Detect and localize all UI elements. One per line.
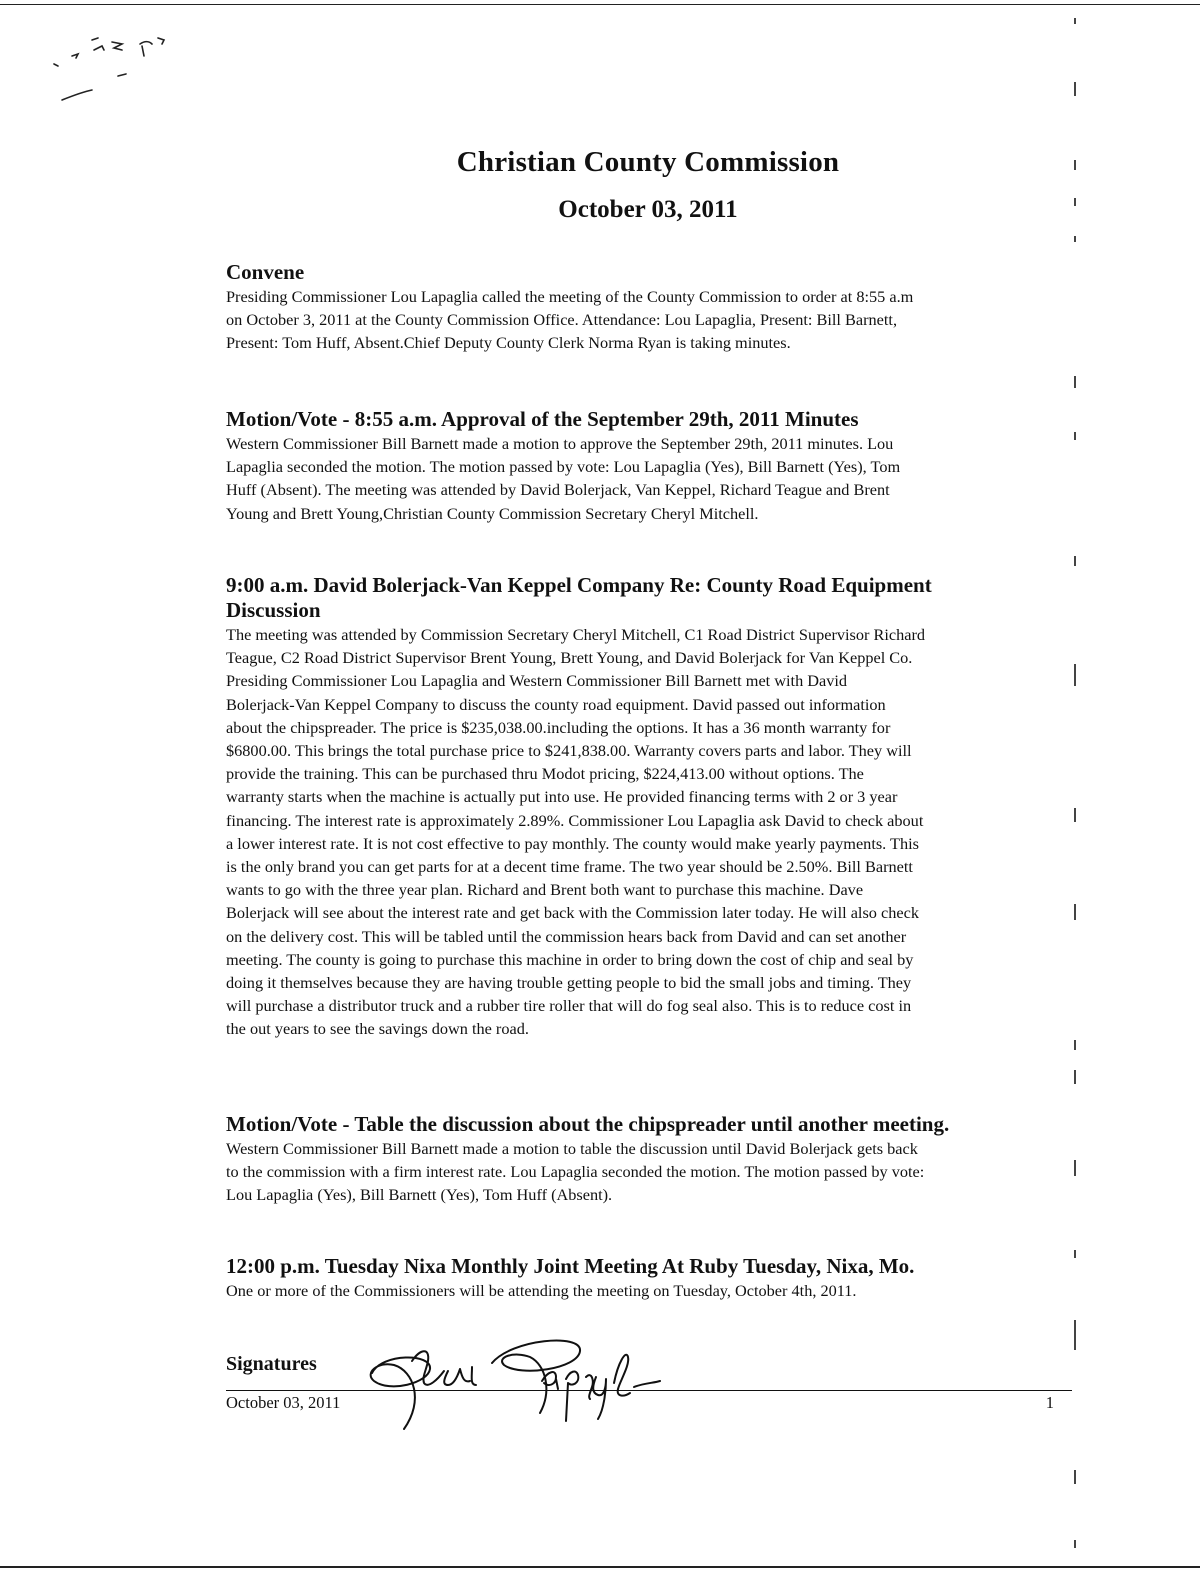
section-line: financing. The interest rate is approximately 2.89%. Commissioner Lou Lapaglia ask David to check about [226, 810, 924, 830]
section-line: Western Commissioner Bill Barnett made a motion to table the discussion until David Bolerjack gets back [226, 1139, 918, 1158]
margin-scan-marks [1066, 0, 1086, 1576]
section-line: will purchase a distributor truck and a rubber tire roller that will do fog seal also. This is to reduce cost in [226, 996, 912, 1016]
section-line: doing it themselves because they are having trouble getting people to bid the small jobs and timing. They [226, 973, 912, 993]
section-line: Teague, C2 Road District Supervisor Brent Young, Brett Young, and David Bolerjack for Van Keppel Co. [226, 648, 913, 668]
section-line: meeting. The county is going to purchase this machine in order to bring down the cost of chip and seal by [226, 949, 914, 969]
section-heading: Motion/Vote - 8:55 a.m. Approval of the September 29th, 2011 Minutes [226, 407, 859, 431]
footer-date: October 03, 2011 [226, 1393, 341, 1412]
section-line: the out years to see the savings down the road. [226, 1019, 529, 1039]
signature-line [226, 1390, 1072, 1391]
section-nixa-meeting [226, 1254, 1076, 1302]
section-line: One or more of the Commissioners will be attending the meeting on Tuesday, October 4th, 2011. [226, 1281, 857, 1300]
section-line: Western Commissioner Bill Barnett made a motion to approve the September 29th, 2011 minutes. Lou [226, 434, 894, 453]
section-line: Bolerjack-Van Keppel Company to discuss the county road equipment. David passed out information [226, 694, 886, 714]
section-line: Huff (Absent). The meeting was attended by David Bolerjack, Van Keppel, Richard Teague and Brent [226, 480, 890, 500]
section-line: wants to go with the three year plan. Richard and Brent both want to purchase this machine. Dave [226, 880, 864, 900]
section-motion-table [226, 1112, 1076, 1207]
meeting-date: October 03, 2011 [558, 196, 738, 223]
section-convene [226, 260, 1076, 355]
handwritten-signature [352, 1331, 752, 1431]
section-line: Young and Brett Young,Christian County Commission Secretary Cheryl Mitchell. [226, 503, 759, 523]
section-line: a lower interest rate. It is not cost effective to pay monthly. The county would make yearly payments. This [226, 833, 919, 853]
section-line: about the chipspreader. The price is $235,038.00.including the options. It has a 36 month warranty for [226, 717, 891, 737]
section-line: Lou Lapaglia (Yes), Bill Barnett (Yes), Tom Huff (Absent). [226, 1185, 613, 1205]
margin-scribble [40, 28, 190, 118]
section-line: The meeting was attended by Commission Secretary Cheryl Mitchell, C1 Road District Supervisor Richard [226, 625, 926, 644]
section-heading: Motion/Vote - Table the discussion about the chipspreader until another meeting. [226, 1112, 950, 1136]
section-heading: 12:00 p.m. Tuesday Nixa Monthly Joint Meeting At Ruby Tuesday, Nixa, Mo. [226, 1254, 915, 1278]
section-line: Bolerjack will see about the interest rate and get back with the Commission later today. He will also check [226, 903, 919, 923]
section-line: Presiding Commissioner Lou Lapaglia and Western Commissioner Bill Barnett met with David [226, 671, 848, 691]
section-heading: Convene [226, 260, 305, 284]
section-line: on October 3, 2011 at the County Commission Office. Attendance: Lou Lapaglia, Present: Bill Barnett, [226, 310, 898, 330]
top-rule [0, 4, 1200, 5]
document-title: Christian County Commission [456, 146, 840, 178]
section-line: to the commission with a firm interest rate. Lou Lapaglia seconded the motion. The motion passed by vote: [226, 1162, 925, 1182]
signature-block [226, 1345, 1076, 1425]
bottom-rule [0, 1566, 1200, 1568]
section-heading: 9:00 a.m. David Bolerjack-Van Keppel Company Re: County Road Equipment [226, 573, 932, 597]
page-number: 1 [1045, 1393, 1054, 1412]
section-line: Present: Tom Huff, Absent.Chief Deputy County Clerk Norma Ryan is taking minutes. [226, 333, 791, 353]
section-line: warranty starts when the machine is actually put into use. He provided financing terms with 2 or 3 year [226, 787, 898, 807]
section-line: $6800.00. This brings the total purchase price to $241,838.00. Warranty covers parts and labor. They will [226, 741, 912, 761]
signatures-label: Signatures [226, 1353, 317, 1375]
section-line: provide the training. This can be purchased thru Modot pricing, $224,413.00 without options. The [226, 764, 864, 784]
section-motion-approval [226, 407, 1076, 525]
section-heading: Discussion [226, 598, 321, 622]
section-equipment-discussion [226, 573, 1076, 1041]
section-line: Presiding Commissioner Lou Lapaglia called the meeting of the County Commission to order at 8:55 a.m [226, 287, 914, 306]
section-line: is the only brand you can get parts for at a decent time frame. The two year should be 2.50%. Bill Barnett [226, 857, 913, 877]
section-line: Lapaglia seconded the motion. The motion passed by vote: Lou Lapaglia (Yes), Bill Barnett (Yes), Tom [226, 457, 901, 477]
section-line: on the delivery cost. This will be tabled until the commission hears back from David and can set another [226, 926, 907, 946]
